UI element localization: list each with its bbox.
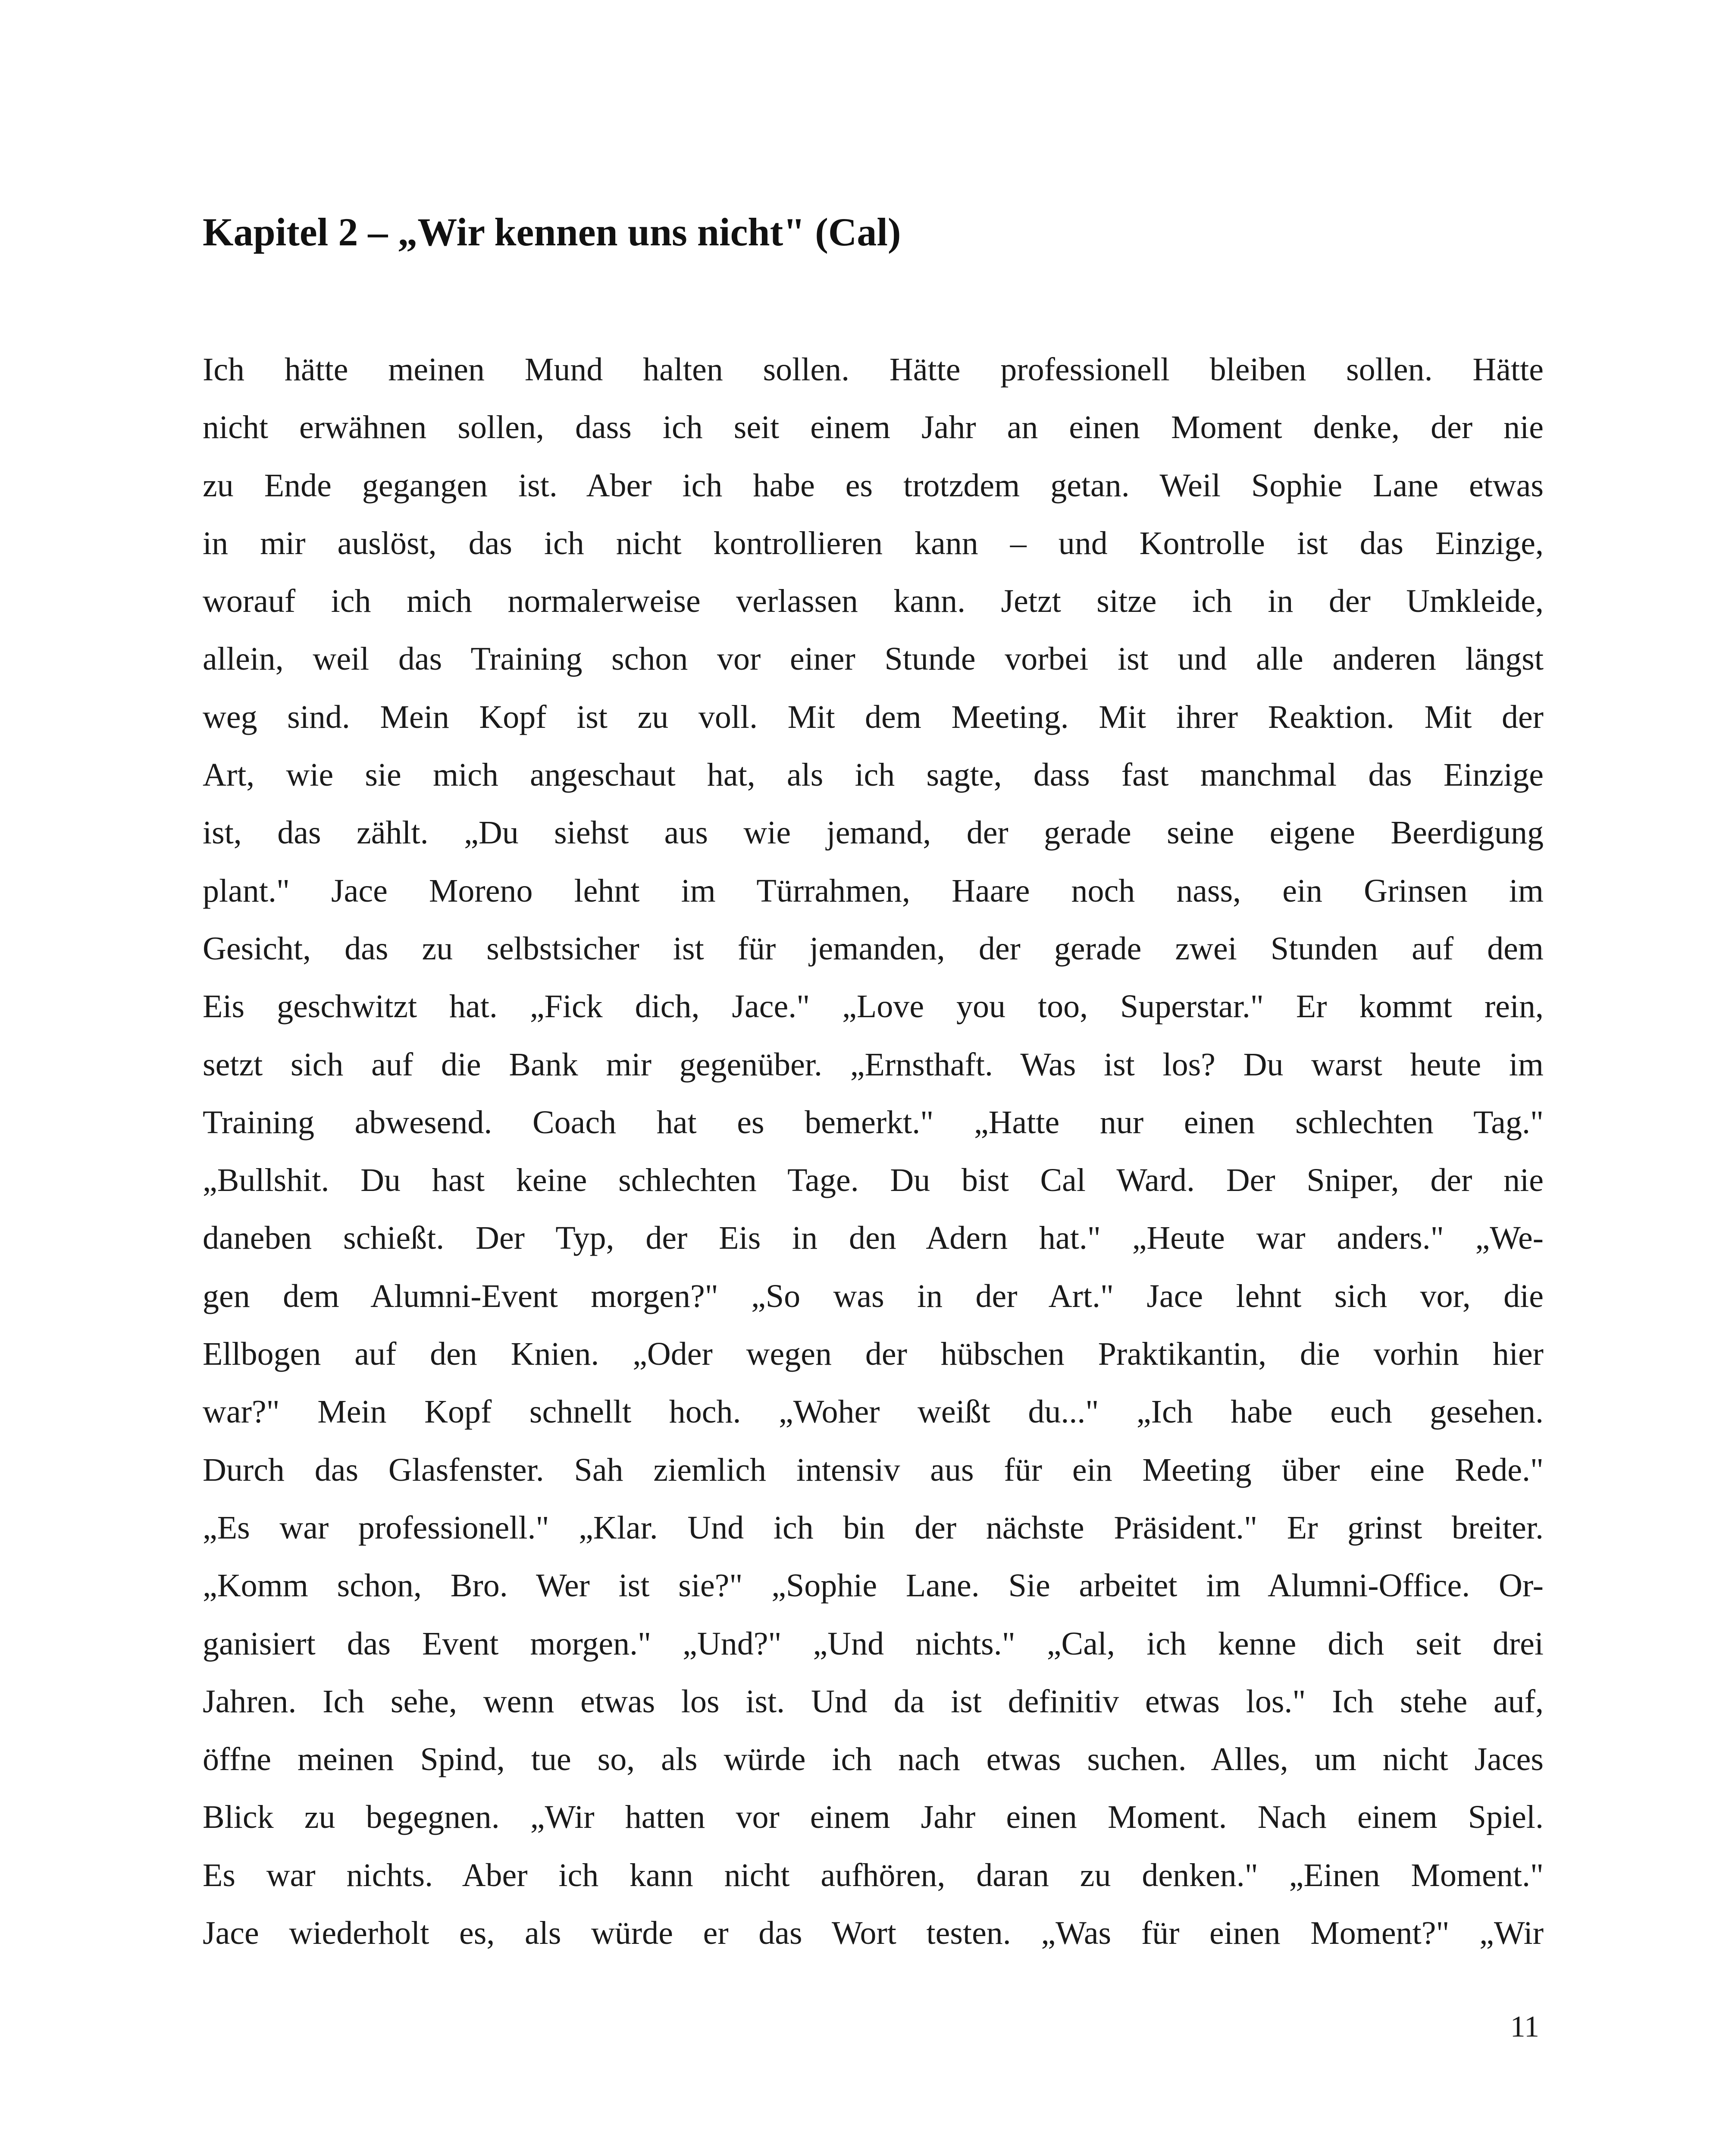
body-line: Ich hätte meinen Mund halten sollen. Hätte professionell bleiben sollen. Hätte bbox=[203, 351, 1544, 388]
body-line: weg sind. Mein Kopf ist zu voll. Mit dem Meeting. Mit ihrer Reaktion. Mit der bbox=[203, 699, 1544, 735]
body-line: Blick zu begegnen. „Wir hatten vor einem Jahr einen Moment. Nach einem Spiel. bbox=[203, 1799, 1544, 1836]
body-line: Art, wie sie mich angeschaut hat, als ich sagte, dass fast manchmal das Einzige bbox=[203, 757, 1544, 793]
body-line: allein, weil das Training schon vor einer Stunde vorbei ist und alle anderen längst bbox=[203, 641, 1544, 677]
body-line: Training abwesend. Coach hat es bemerkt." „Hatte nur einen schlechten Tag." bbox=[203, 1104, 1544, 1141]
body-line: „Komm schon, Bro. Wer ist sie?" „Sophie Lane. Sie arbeitet im Alumni-Office. Or- bbox=[203, 1567, 1544, 1604]
body-line: zu Ende gegangen ist. Aber ich habe es trotzdem getan. Weil Sophie Lane etwas bbox=[203, 467, 1544, 504]
body-line: war?" Mein Kopf schnellt hoch. „Woher weißt du..." „Ich habe euch gesehen. bbox=[203, 1394, 1544, 1430]
body-line: Es war nichts. Aber ich kann nicht aufhören, daran zu denken." „Einen Moment." bbox=[203, 1857, 1544, 1893]
body-line: Gesicht, das zu selbstsicher ist für jemanden, der gerade zwei Stunden auf dem bbox=[203, 930, 1544, 967]
chapter-title: Kapitel 2 – „Wir kennen uns nicht" (Cal) bbox=[203, 210, 901, 254]
body-line: öffne meinen Spind, tue so, als würde ich nach etwas suchen. Alles, um nicht Jaces bbox=[203, 1741, 1544, 1778]
body-line: „Bullshit. Du hast keine schlechten Tage. Du bist Cal Ward. Der Sniper, der nie bbox=[203, 1162, 1544, 1199]
body-line: ganisiert das Event morgen." „Und?" „Und nichts." „Cal, ich kenne dich seit drei bbox=[203, 1625, 1544, 1662]
body-line: Ellbogen auf den Knien. „Oder wegen der hübschen Praktikantin, die vorhin hier bbox=[203, 1336, 1544, 1373]
body-line: worauf ich mich normalerweise verlassen kann. Jetzt sitze ich in der Umkleide, bbox=[203, 583, 1544, 620]
page-number: 11 bbox=[1510, 2010, 1539, 2043]
body-line: „Es war professionell." „Klar. Und ich bin der nächste Präsident." Er grinst breiter. bbox=[203, 1509, 1544, 1546]
body-line: ist, das zählt. „Du siehst aus wie jemand, der gerade seine eigene Beerdigung bbox=[203, 815, 1544, 851]
body-line: Jahren. Ich sehe, wenn etwas los ist. Und da ist definitiv etwas los." Ich stehe auf, bbox=[203, 1683, 1544, 1720]
body-line: setzt sich auf die Bank mir gegenüber. „Ernsthaft. Was ist los? Du warst heute im bbox=[203, 1046, 1544, 1083]
body-line: daneben schießt. Der Typ, der Eis in den Adern hat." „Heute war anders." „We- bbox=[203, 1220, 1544, 1257]
body-line: in mir auslöst, das ich nicht kontrollieren kann – und Kontrolle ist das Einzige, bbox=[203, 525, 1544, 561]
body-line: plant." Jace Moreno lehnt im Türrahmen, Haare noch nass, ein Grinsen im bbox=[203, 872, 1544, 909]
body-text bbox=[203, 341, 1544, 1962]
body-line: gen dem Alumni-Event morgen?" „So was in der Art." Jace lehnt sich vor, die bbox=[203, 1278, 1544, 1314]
body-line: Jace wiederholt es, als würde er das Wort testen. „Was für einen Moment?" „Wir bbox=[203, 1915, 1544, 1952]
body-line: nicht erwähnen sollen, dass ich seit einem Jahr an einen Moment denke, der nie bbox=[203, 409, 1544, 446]
body-line: Durch das Glasfenster. Sah ziemlich intensiv aus für ein Meeting über eine Rede." bbox=[203, 1451, 1544, 1488]
body-line: Eis geschwitzt hat. „Fick dich, Jace." „Love you too, Superstar." Er kommt rein, bbox=[203, 988, 1544, 1025]
